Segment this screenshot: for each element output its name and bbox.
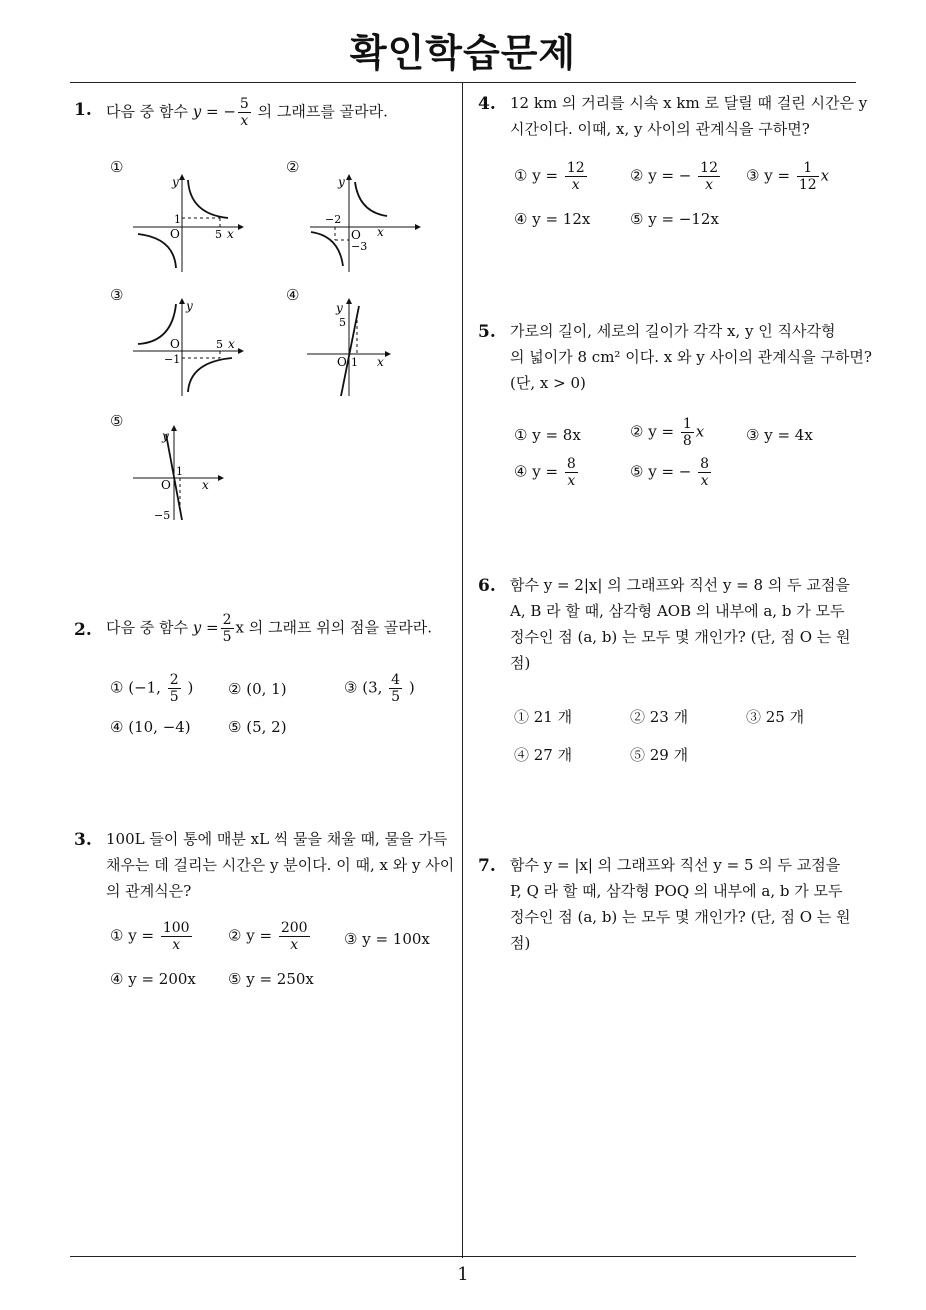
tick-label: 1	[351, 356, 358, 369]
choice-1[interactable]	[110, 672, 193, 705]
frac-denominator: x	[172, 937, 181, 953]
question-line: 정수인 점 (a, b) 는 모두 몇 개인가? (단, 점 O 는 원	[510, 628, 851, 646]
tick-label: −5	[154, 509, 171, 522]
choice-2[interactable]	[228, 920, 312, 953]
question-line: 의 넓이가 8 cm² 이다. x 와 y 사이의 관계식을 구하면?	[510, 348, 872, 366]
question-line: 점)	[510, 934, 531, 952]
question-line: 12 km 의 거리를 시속 x km 로 달릴 때 걸린 시간은 y	[510, 94, 868, 112]
choice-5[interactable]	[630, 210, 719, 228]
question-line: 가로의 길이, 세로의 길이가 각각 x, y 인 직사각형	[510, 322, 836, 340]
choice-text: ① y =	[110, 926, 155, 945]
question-text	[106, 96, 388, 129]
tick-label: 5	[339, 316, 346, 329]
axis-label-y: y	[162, 429, 169, 443]
origin-label: O	[161, 478, 171, 492]
frac-numerator: 2	[169, 672, 179, 688]
axis-label-y: y	[336, 301, 343, 315]
frac-numerator: 1	[797, 160, 819, 177]
choice-text: ① y =	[514, 166, 559, 185]
frac-denominator: x	[700, 473, 709, 489]
question-line: 점)	[510, 654, 531, 672]
question-text	[510, 852, 851, 956]
tick-label: −3	[351, 240, 368, 253]
choice-5[interactable]	[228, 970, 314, 988]
question-text-part: 다음 중 함수	[106, 618, 193, 637]
frac-numerator: 200	[280, 920, 308, 936]
choice-2[interactable]	[630, 706, 688, 727]
choice-5-label[interactable]: ⑤	[110, 412, 124, 430]
choice-4[interactable]	[110, 970, 196, 988]
frac-numerator: 5	[239, 96, 249, 112]
math-expr: y =	[192, 618, 219, 637]
choice-1[interactable]	[514, 160, 589, 193]
choice-text: ⑤ y = −	[630, 462, 692, 481]
question-number: 7.	[478, 856, 496, 876]
axis-label-y: y	[172, 175, 179, 189]
choice-3[interactable]	[746, 426, 813, 444]
question-line: A, B 라 할 때, 삼각형 AOB 의 내부에 a, b 가 모두	[510, 602, 845, 620]
question-text	[106, 826, 454, 904]
choice-text: )	[408, 678, 415, 697]
tick-label: −2	[325, 213, 342, 226]
choice-text: ④ y = 12x	[514, 210, 591, 228]
axis-label-x: x	[202, 478, 209, 492]
choice-text: ⑤ y = 250x	[228, 970, 314, 988]
choice-5[interactable]	[630, 744, 688, 765]
tick-label: −1	[164, 353, 181, 366]
graph-choice-2[interactable]	[305, 172, 425, 277]
choice-4[interactable]	[514, 210, 590, 228]
choice-text: ④ y = 200x	[110, 970, 196, 988]
frac-numerator: 1	[682, 416, 692, 432]
axis-label-x: x	[227, 227, 234, 241]
frac-numerator: 8	[700, 456, 710, 472]
choice-3-label[interactable]: ③	[110, 286, 124, 304]
choice-text: ③ y =	[746, 166, 791, 185]
frac-numerator: 100	[162, 920, 190, 936]
question-line: 의 관계식은?	[106, 882, 192, 900]
question-line: 함수 y = 2|x| 의 그래프와 직선 y = 8 의 두 교점을	[510, 576, 850, 594]
choice-text: ① (−1,	[110, 678, 161, 697]
graph-choice-3[interactable]	[128, 296, 248, 401]
choice-text: ④ (10, −4)	[110, 718, 191, 736]
frac-denominator: x	[240, 113, 249, 129]
tick-label: 5	[215, 228, 222, 241]
choice-text: ① 21 개	[514, 708, 573, 726]
question-number: 1.	[74, 100, 92, 120]
axis-label-x: x	[377, 355, 384, 369]
choice-text: ③ y = 4x	[746, 426, 813, 444]
choice-3[interactable]	[344, 930, 430, 948]
choice-text: ④ 27 개	[514, 746, 573, 764]
frac-numerator: 2	[222, 612, 232, 628]
question-line: P, Q 라 할 때, 삼각형 POQ 의 내부에 a, b 가 모두	[510, 882, 843, 900]
choice-4[interactable]	[514, 456, 580, 489]
tick-label: 5	[216, 338, 223, 351]
choice-text: ② 23 개	[630, 708, 689, 726]
graph-choice-1[interactable]	[128, 172, 248, 277]
question-text	[510, 90, 867, 142]
choice-text: ③ y = 100x	[344, 930, 430, 948]
frac-denominator: 8	[682, 433, 692, 449]
column-divider	[462, 82, 463, 1258]
question-line: (단, x > 0)	[510, 374, 586, 392]
math-expr: y = −	[192, 102, 236, 121]
choice-5[interactable]	[228, 718, 287, 736]
choice-text: )	[187, 678, 194, 697]
frac-numerator: 12	[700, 160, 718, 176]
question-line: 함수 y = |x| 의 그래프와 직선 y = 5 의 두 교점을	[510, 856, 841, 874]
axis-label-x: x	[228, 337, 235, 351]
question-number: 4.	[478, 94, 496, 114]
question-text-part: 의 그래프를 골라라.	[252, 102, 388, 121]
question-text	[510, 572, 851, 676]
frac-numerator: 8	[566, 456, 576, 472]
frac-denominator: x	[290, 937, 299, 953]
choice-1[interactable]	[514, 706, 572, 727]
choice-2[interactable]	[228, 680, 287, 698]
origin-label: O	[351, 228, 361, 242]
math-var: x	[695, 422, 705, 441]
choice-text: ② (0, 1)	[228, 680, 287, 698]
tick-label: 1	[174, 213, 181, 226]
choice-3[interactable]	[746, 160, 829, 193]
origin-label: O	[337, 355, 347, 369]
question-line: 100L 들이 통에 매분 xL 씩 물을 채울 때, 물을 가득	[106, 830, 448, 848]
choice-1-label[interactable]: ①	[110, 158, 124, 176]
question-number: 6.	[478, 576, 496, 596]
frac-denominator: x	[567, 473, 576, 489]
choice-2[interactable]	[630, 416, 704, 449]
choice-1[interactable]	[110, 920, 194, 953]
choice-text: ⑤ (5, 2)	[228, 718, 287, 736]
choice-3[interactable]	[746, 706, 804, 727]
frac-denominator: 5	[169, 689, 179, 705]
question-number: 5.	[478, 322, 496, 342]
origin-label: O	[170, 227, 180, 241]
choice-text: ④ y =	[514, 462, 559, 481]
choice-text: ② y = −	[630, 166, 692, 185]
question-line: 시간이다. 이때, x, y 사이의 관계식을 구하면?	[510, 120, 810, 138]
frac-denominator: 5	[222, 629, 232, 645]
frac-denominator: 5	[391, 689, 401, 705]
tick-label: 1	[176, 465, 183, 478]
choice-text: ⑤ y = −12x	[630, 210, 719, 228]
choice-text: ⑤ 29 개	[630, 746, 689, 764]
question-number: 3.	[74, 830, 92, 850]
choice-4[interactable]	[514, 744, 572, 765]
choice-text: ③ (3,	[344, 678, 383, 697]
origin-label: O	[170, 337, 180, 351]
question-text-part: x 의 그래프 위의 점을 골라라.	[235, 618, 432, 637]
frac-denominator: x	[571, 177, 580, 193]
choice-2[interactable]	[630, 160, 722, 193]
axis-label-y: y	[186, 299, 193, 313]
graph-choice-5[interactable]	[128, 424, 228, 524]
frac-denominator: 12	[798, 177, 817, 193]
top-rule	[70, 82, 856, 83]
frac-numerator: 12	[566, 160, 585, 176]
choice-2-label[interactable]: ②	[286, 158, 300, 176]
choice-text: ② y =	[630, 422, 675, 441]
page-number: 1	[457, 1264, 469, 1285]
choice-text: ① y = 8x	[514, 426, 581, 444]
choice-5[interactable]	[630, 456, 713, 489]
question-text-part: 다음 중 함수	[106, 102, 193, 121]
question-text	[510, 318, 872, 396]
choice-text: ② y =	[228, 926, 273, 945]
choice-text: ③ 25 개	[746, 708, 805, 726]
choice-3[interactable]	[344, 672, 415, 705]
question-line: 정수인 점 (a, b) 는 모두 몇 개인가? (단, 점 O 는 원	[510, 908, 851, 926]
frac-denominator: x	[705, 177, 714, 193]
bottom-rule	[70, 1256, 856, 1257]
page-title: 확인학습문제	[349, 31, 577, 75]
question-number: 2.	[74, 620, 92, 640]
frac-numerator: 4	[391, 672, 401, 688]
graph-choice-4[interactable]	[305, 296, 395, 401]
axis-label-y: y	[338, 175, 345, 189]
question-line: 채우는 데 걸리는 시간은 y 분이다. 이 때, x 와 y 사이	[106, 856, 455, 874]
choice-4[interactable]	[110, 718, 191, 736]
choice-4-label[interactable]: ④	[286, 286, 300, 304]
choice-1[interactable]	[514, 426, 581, 444]
question-text	[106, 612, 432, 645]
axis-label-x: x	[377, 225, 384, 239]
math-var: x	[820, 166, 830, 185]
